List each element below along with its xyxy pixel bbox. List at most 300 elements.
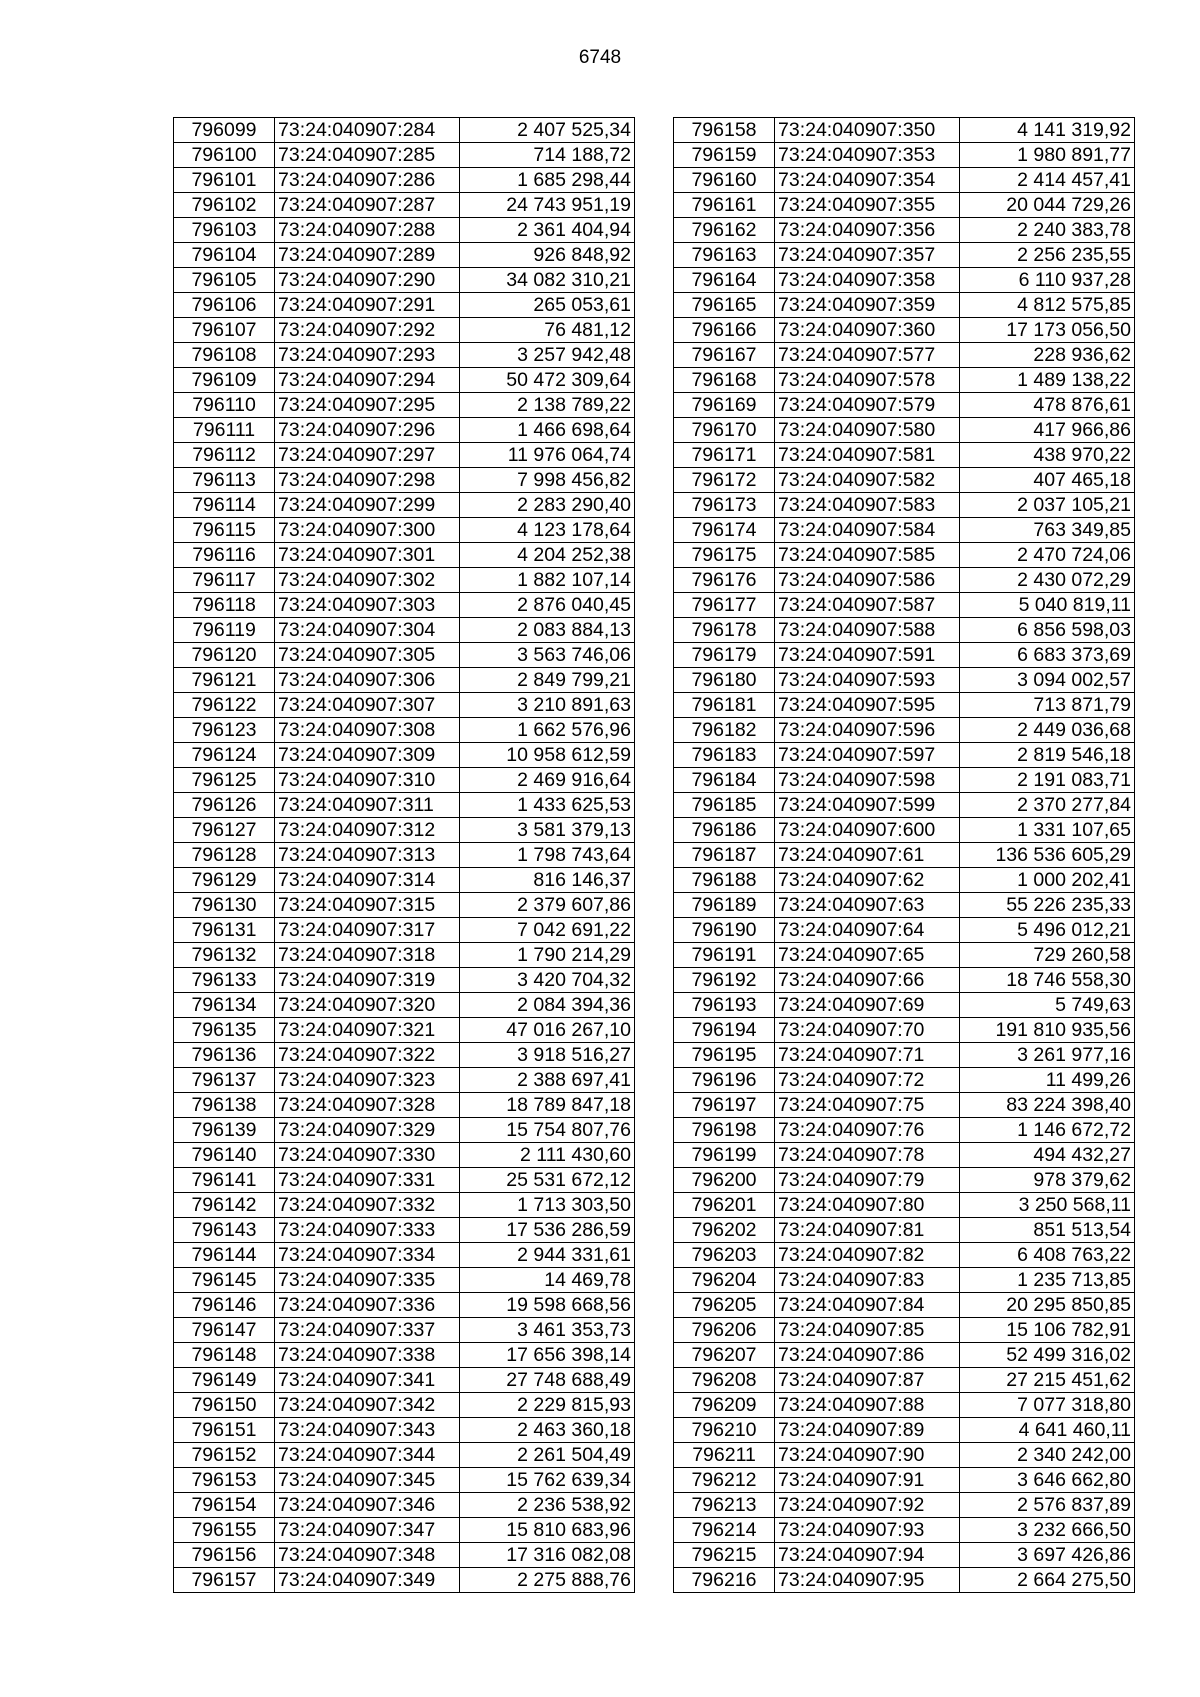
- table-row: [174, 593, 635, 618]
- value-cell: 2 138 789,22: [460, 393, 635, 418]
- table-row: [674, 643, 1135, 668]
- value-cell: 2 379 607,86: [460, 893, 635, 918]
- row-number-cell: 796179: [674, 643, 775, 668]
- cadastral-number-cell: 73:24:040907:82: [775, 1243, 960, 1268]
- cadastral-number-cell: 73:24:040907:355: [775, 193, 960, 218]
- row-number-cell: 796189: [674, 893, 775, 918]
- table-row: [674, 1193, 1135, 1218]
- row-number-cell: 796198: [674, 1118, 775, 1143]
- table-row: [174, 693, 635, 718]
- value-cell: 2 449 036,68: [960, 718, 1135, 743]
- value-cell: 10 958 612,59: [460, 743, 635, 768]
- row-number-cell: 796201: [674, 1193, 775, 1218]
- cadastral-number-cell: 73:24:040907:579: [775, 393, 960, 418]
- value-cell: 1 433 625,53: [460, 793, 635, 818]
- table-row: [674, 1543, 1135, 1568]
- row-number-cell: 796162: [674, 218, 775, 243]
- table-row: [674, 418, 1135, 443]
- row-number-cell: 796185: [674, 793, 775, 818]
- cadastral-number-cell: 73:24:040907:348: [275, 1543, 460, 1568]
- cadastral-number-cell: 73:24:040907:578: [775, 368, 960, 393]
- table-row: [174, 218, 635, 243]
- table-row: [674, 1168, 1135, 1193]
- row-number-cell: 796150: [174, 1393, 275, 1418]
- value-cell: 494 432,27: [960, 1143, 1135, 1168]
- row-number-cell: 796204: [674, 1268, 775, 1293]
- value-cell: 7 042 691,22: [460, 918, 635, 943]
- table-row: [174, 1093, 635, 1118]
- value-cell: 926 848,92: [460, 243, 635, 268]
- cadastral-number-cell: 73:24:040907:91: [775, 1468, 960, 1493]
- row-number-cell: 796105: [174, 268, 275, 293]
- table-row: [674, 968, 1135, 993]
- cadastral-number-cell: 73:24:040907:359: [775, 293, 960, 318]
- table-row: [174, 1443, 635, 1468]
- row-number-cell: 796176: [674, 568, 775, 593]
- table-row: [674, 143, 1135, 168]
- table-row: [174, 1468, 635, 1493]
- cadastral-number-cell: 73:24:040907:287: [275, 193, 460, 218]
- table-row: [174, 718, 635, 743]
- cadastral-number-cell: 73:24:040907:291: [275, 293, 460, 318]
- table-row: [174, 318, 635, 343]
- row-number-cell: 796160: [674, 168, 775, 193]
- table-row: [174, 118, 635, 143]
- row-number-cell: 796122: [174, 693, 275, 718]
- cadastral-number-cell: 73:24:040907:299: [275, 493, 460, 518]
- cadastral-number-cell: 73:24:040907:586: [775, 568, 960, 593]
- value-cell: 3 646 662,80: [960, 1468, 1135, 1493]
- cadastral-number-cell: 73:24:040907:285: [275, 143, 460, 168]
- row-number-cell: 796123: [174, 718, 275, 743]
- value-cell: 3 250 568,11: [960, 1193, 1135, 1218]
- table-row: [174, 1493, 635, 1518]
- row-number-cell: 796104: [174, 243, 275, 268]
- table-row: [674, 818, 1135, 843]
- value-cell: 2 037 105,21: [960, 493, 1135, 518]
- row-number-cell: 796128: [174, 843, 275, 868]
- row-number-cell: 796149: [174, 1368, 275, 1393]
- cadastral-number-cell: 73:24:040907:87: [775, 1368, 960, 1393]
- cadastral-number-cell: 73:24:040907:584: [775, 518, 960, 543]
- table-row: [674, 918, 1135, 943]
- table-row: [674, 1443, 1135, 1468]
- row-number-cell: 796168: [674, 368, 775, 393]
- table-row: [674, 1568, 1135, 1593]
- table-row: [674, 543, 1135, 568]
- row-number-cell: 796167: [674, 343, 775, 368]
- value-cell: 1 713 303,50: [460, 1193, 635, 1218]
- value-cell: 3 918 516,27: [460, 1043, 635, 1068]
- table-row: [174, 268, 635, 293]
- cadastral-number-cell: 73:24:040907:341: [275, 1368, 460, 1393]
- table-row: [674, 1218, 1135, 1243]
- value-cell: 27 215 451,62: [960, 1368, 1135, 1393]
- value-cell: 3 461 353,73: [460, 1318, 635, 1343]
- cadastral-number-cell: 73:24:040907:354: [775, 168, 960, 193]
- row-number-cell: 796125: [174, 768, 275, 793]
- value-cell: 7 998 456,82: [460, 468, 635, 493]
- value-cell: 11 976 064,74: [460, 443, 635, 468]
- row-number-cell: 796140: [174, 1143, 275, 1168]
- value-cell: 1 146 672,72: [960, 1118, 1135, 1143]
- value-cell: 3 257 942,48: [460, 343, 635, 368]
- value-cell: 4 812 575,85: [960, 293, 1135, 318]
- table-row: [674, 443, 1135, 468]
- row-number-cell: 796141: [174, 1168, 275, 1193]
- cadastral-number-cell: 73:24:040907:342: [275, 1393, 460, 1418]
- value-cell: 4 204 252,38: [460, 543, 635, 568]
- table-row: [674, 1143, 1135, 1168]
- value-cell: 417 966,86: [960, 418, 1135, 443]
- row-number-cell: 796101: [174, 168, 275, 193]
- value-cell: 2 388 697,41: [460, 1068, 635, 1093]
- row-number-cell: 796175: [674, 543, 775, 568]
- table-row: [174, 543, 635, 568]
- row-number-cell: 796212: [674, 1468, 775, 1493]
- value-cell: 3 094 002,57: [960, 668, 1135, 693]
- table-row: [174, 843, 635, 868]
- cadastral-number-cell: 73:24:040907:302: [275, 568, 460, 593]
- table-row: [674, 243, 1135, 268]
- value-cell: 1 662 576,96: [460, 718, 635, 743]
- value-cell: 3 232 666,50: [960, 1518, 1135, 1543]
- table-row: [674, 318, 1135, 343]
- table-row: [174, 1418, 635, 1443]
- table-row: [674, 593, 1135, 618]
- table-row: [174, 493, 635, 518]
- cadastral-number-cell: 73:24:040907:593: [775, 668, 960, 693]
- cadastral-number-cell: 73:24:040907:296: [275, 418, 460, 443]
- cadastral-number-cell: 73:24:040907:596: [775, 718, 960, 743]
- table-row: [174, 243, 635, 268]
- row-number-cell: 796143: [174, 1218, 275, 1243]
- row-number-cell: 796121: [174, 668, 275, 693]
- row-number-cell: 796120: [174, 643, 275, 668]
- table-row: [674, 1068, 1135, 1093]
- value-cell: 6 683 373,69: [960, 643, 1135, 668]
- row-number-cell: 796214: [674, 1518, 775, 1543]
- row-number-cell: 796190: [674, 918, 775, 943]
- value-cell: 136 536 605,29: [960, 843, 1135, 868]
- row-number-cell: 796130: [174, 893, 275, 918]
- cadastral-number-cell: 73:24:040907:318: [275, 943, 460, 968]
- value-cell: 15 754 807,76: [460, 1118, 635, 1143]
- cadastral-number-cell: 73:24:040907:347: [275, 1518, 460, 1543]
- row-number-cell: 796154: [174, 1493, 275, 1518]
- value-cell: 27 748 688,49: [460, 1368, 635, 1393]
- row-number-cell: 796119: [174, 618, 275, 643]
- value-cell: 2 256 235,55: [960, 243, 1135, 268]
- row-number-cell: 796166: [674, 318, 775, 343]
- value-cell: 83 224 398,40: [960, 1093, 1135, 1118]
- row-number-cell: 796186: [674, 818, 775, 843]
- row-number-cell: 796194: [674, 1018, 775, 1043]
- row-number-cell: 796148: [174, 1343, 275, 1368]
- cadastral-number-cell: 73:24:040907:75: [775, 1093, 960, 1118]
- table-row: [674, 518, 1135, 543]
- row-number-cell: 796216: [674, 1568, 775, 1593]
- table-row: [674, 1368, 1135, 1393]
- row-number-cell: 796109: [174, 368, 275, 393]
- value-cell: 763 349,85: [960, 518, 1135, 543]
- row-number-cell: 796180: [674, 668, 775, 693]
- value-cell: 2 430 072,29: [960, 568, 1135, 593]
- row-number-cell: 796177: [674, 593, 775, 618]
- row-number-cell: 796136: [174, 1043, 275, 1068]
- cadastral-number-cell: 73:24:040907:298: [275, 468, 460, 493]
- cadastral-number-cell: 73:24:040907:72: [775, 1068, 960, 1093]
- row-number-cell: 796103: [174, 218, 275, 243]
- cadastral-number-cell: 73:24:040907:357: [775, 243, 960, 268]
- cadastral-number-cell: 73:24:040907:598: [775, 768, 960, 793]
- row-number-cell: 796215: [674, 1543, 775, 1568]
- row-number-cell: 796187: [674, 843, 775, 868]
- row-number-cell: 796181: [674, 693, 775, 718]
- value-cell: 18 746 558,30: [960, 968, 1135, 993]
- cadastral-number-cell: 73:24:040907:333: [275, 1218, 460, 1243]
- table-row: [174, 1568, 635, 1593]
- table-row: [674, 1318, 1135, 1343]
- cadastral-number-cell: 73:24:040907:61: [775, 843, 960, 868]
- row-number-cell: 796126: [174, 793, 275, 818]
- table-row: [174, 1168, 635, 1193]
- row-number-cell: 796145: [174, 1268, 275, 1293]
- table-row: [674, 1343, 1135, 1368]
- value-cell: 2 370 277,84: [960, 793, 1135, 818]
- row-number-cell: 796159: [674, 143, 775, 168]
- value-cell: 2 469 916,64: [460, 768, 635, 793]
- row-number-cell: 796195: [674, 1043, 775, 1068]
- table-row: [174, 1518, 635, 1543]
- value-cell: 816 146,37: [460, 868, 635, 893]
- row-number-cell: 796183: [674, 743, 775, 768]
- cadastral-number-cell: 73:24:040907:583: [775, 493, 960, 518]
- value-cell: 2 340 242,00: [960, 1443, 1135, 1468]
- cadastral-number-cell: 73:24:040907:90: [775, 1443, 960, 1468]
- row-number-cell: 796147: [174, 1318, 275, 1343]
- value-cell: 17 656 398,14: [460, 1343, 635, 1368]
- value-cell: 2 084 394,36: [460, 993, 635, 1018]
- cadastral-number-cell: 73:24:040907:330: [275, 1143, 460, 1168]
- value-cell: 2 229 815,93: [460, 1393, 635, 1418]
- table-row: [174, 1068, 635, 1093]
- table-row: [174, 393, 635, 418]
- cadastral-number-cell: 73:24:040907:317: [275, 918, 460, 943]
- cadastral-number-cell: 73:24:040907:600: [775, 818, 960, 843]
- table-row: [174, 143, 635, 168]
- cadastral-number-cell: 73:24:040907:71: [775, 1043, 960, 1068]
- row-number-cell: 796192: [674, 968, 775, 993]
- cadastral-number-cell: 73:24:040907:314: [275, 868, 460, 893]
- table-row: [674, 868, 1135, 893]
- table-row: [174, 993, 635, 1018]
- cadastral-number-cell: 73:24:040907:313: [275, 843, 460, 868]
- row-number-cell: 796169: [674, 393, 775, 418]
- value-cell: 20 044 729,26: [960, 193, 1135, 218]
- value-cell: 3 261 977,16: [960, 1043, 1135, 1068]
- cadastral-number-cell: 73:24:040907:350: [775, 118, 960, 143]
- row-number-cell: 796174: [674, 518, 775, 543]
- table-row: [674, 1468, 1135, 1493]
- row-number-cell: 796200: [674, 1168, 775, 1193]
- table-row: [674, 368, 1135, 393]
- cadastral-number-cell: 73:24:040907:62: [775, 868, 960, 893]
- row-number-cell: 796107: [174, 318, 275, 343]
- cadastral-number-cell: 73:24:040907:297: [275, 443, 460, 468]
- table-row: [174, 868, 635, 893]
- table-row: [174, 1393, 635, 1418]
- row-number-cell: 796155: [174, 1518, 275, 1543]
- value-cell: 407 465,18: [960, 468, 1135, 493]
- row-number-cell: 796208: [674, 1368, 775, 1393]
- cadastral-number-cell: 73:24:040907:294: [275, 368, 460, 393]
- cadastral-number-cell: 73:24:040907:577: [775, 343, 960, 368]
- table-row: [674, 493, 1135, 518]
- value-cell: 438 970,22: [960, 443, 1135, 468]
- value-cell: 478 876,61: [960, 393, 1135, 418]
- row-number-cell: 796144: [174, 1243, 275, 1268]
- row-number-cell: 796165: [674, 293, 775, 318]
- table-row: [174, 568, 635, 593]
- table-row: [174, 1143, 635, 1168]
- cadastral-number-cell: 73:24:040907:319: [275, 968, 460, 993]
- value-cell: 2 944 331,61: [460, 1243, 635, 1268]
- cadastral-number-cell: 73:24:040907:338: [275, 1343, 460, 1368]
- table-row: [174, 1243, 635, 1268]
- value-cell: 6 408 763,22: [960, 1243, 1135, 1268]
- table-row: [674, 1293, 1135, 1318]
- table-row: [674, 793, 1135, 818]
- value-cell: 2 240 383,78: [960, 218, 1135, 243]
- cadastral-number-cell: 73:24:040907:337: [275, 1318, 460, 1343]
- row-number-cell: 796153: [174, 1468, 275, 1493]
- table-row: [674, 693, 1135, 718]
- row-number-cell: 796111: [174, 418, 275, 443]
- cadastral-number-cell: 73:24:040907:288: [275, 218, 460, 243]
- cadastral-number-cell: 73:24:040907:65: [775, 943, 960, 968]
- row-number-cell: 796108: [174, 343, 275, 368]
- table-row: [674, 193, 1135, 218]
- table-row: [174, 1268, 635, 1293]
- value-cell: 19 598 668,56: [460, 1293, 635, 1318]
- cadastral-number-cell: 73:24:040907:286: [275, 168, 460, 193]
- value-cell: 191 810 935,56: [960, 1018, 1135, 1043]
- table-row: [674, 1243, 1135, 1268]
- cadastral-number-cell: 73:24:040907:70: [775, 1018, 960, 1043]
- value-cell: 2 664 275,50: [960, 1568, 1135, 1593]
- cadastral-number-cell: 73:24:040907:66: [775, 968, 960, 993]
- cadastral-number-cell: 73:24:040907:580: [775, 418, 960, 443]
- cadastral-number-cell: 73:24:040907:84: [775, 1293, 960, 1318]
- value-cell: 1 466 698,64: [460, 418, 635, 443]
- value-cell: 2 407 525,34: [460, 118, 635, 143]
- cadastral-number-cell: 73:24:040907:329: [275, 1118, 460, 1143]
- cadastral-number-cell: 73:24:040907:83: [775, 1268, 960, 1293]
- value-cell: 2 414 457,41: [960, 168, 1135, 193]
- value-cell: 17 173 056,50: [960, 318, 1135, 343]
- value-cell: 2 463 360,18: [460, 1418, 635, 1443]
- row-number-cell: 796178: [674, 618, 775, 643]
- cadastral-number-cell: 73:24:040907:305: [275, 643, 460, 668]
- cadastral-number-cell: 73:24:040907:321: [275, 1018, 460, 1043]
- cadastral-number-cell: 73:24:040907:582: [775, 468, 960, 493]
- row-number-cell: 796158: [674, 118, 775, 143]
- row-number-cell: 796211: [674, 1443, 775, 1468]
- cadastral-number-cell: 73:24:040907:360: [775, 318, 960, 343]
- value-cell: 714 188,72: [460, 143, 635, 168]
- row-number-cell: 796100: [174, 143, 275, 168]
- table-row: [174, 1543, 635, 1568]
- cadastral-number-cell: 73:24:040907:76: [775, 1118, 960, 1143]
- row-number-cell: 796156: [174, 1543, 275, 1568]
- table-row: [174, 1218, 635, 1243]
- cadastral-number-cell: 73:24:040907:290: [275, 268, 460, 293]
- table-row: [174, 968, 635, 993]
- table-row: [174, 918, 635, 943]
- value-cell: 17 536 286,59: [460, 1218, 635, 1243]
- registry-table-right-body: [674, 118, 1135, 1593]
- value-cell: 18 789 847,18: [460, 1093, 635, 1118]
- cadastral-number-cell: 73:24:040907:309: [275, 743, 460, 768]
- table-row: [674, 268, 1135, 293]
- registry-table-left: [173, 117, 635, 1593]
- cadastral-number-cell: 73:24:040907:581: [775, 443, 960, 468]
- value-cell: 5 749,63: [960, 993, 1135, 1018]
- value-cell: 15 762 639,34: [460, 1468, 635, 1493]
- cadastral-number-cell: 73:24:040907:93: [775, 1518, 960, 1543]
- value-cell: 713 871,79: [960, 693, 1135, 718]
- cadastral-number-cell: 73:24:040907:284: [275, 118, 460, 143]
- cadastral-number-cell: 73:24:040907:588: [775, 618, 960, 643]
- cadastral-number-cell: 73:24:040907:597: [775, 743, 960, 768]
- cadastral-number-cell: 73:24:040907:599: [775, 793, 960, 818]
- table-row: [674, 618, 1135, 643]
- table-row: [174, 1118, 635, 1143]
- cadastral-number-cell: 73:24:040907:585: [775, 543, 960, 568]
- value-cell: 1 790 214,29: [460, 943, 635, 968]
- cadastral-number-cell: 73:24:040907:69: [775, 993, 960, 1018]
- row-number-cell: 796173: [674, 493, 775, 518]
- table-row: [174, 193, 635, 218]
- table-row: [174, 793, 635, 818]
- value-cell: 4 141 319,92: [960, 118, 1135, 143]
- table-row: [174, 1018, 635, 1043]
- cadastral-number-cell: 73:24:040907:92: [775, 1493, 960, 1518]
- row-number-cell: 796133: [174, 968, 275, 993]
- value-cell: 3 581 379,13: [460, 818, 635, 843]
- row-number-cell: 796139: [174, 1118, 275, 1143]
- value-cell: 76 481,12: [460, 318, 635, 343]
- cadastral-number-cell: 73:24:040907:88: [775, 1393, 960, 1418]
- table-row: [174, 818, 635, 843]
- value-cell: 1 331 107,65: [960, 818, 1135, 843]
- table-row: [674, 293, 1135, 318]
- value-cell: 11 499,26: [960, 1068, 1135, 1093]
- page-number: 6748: [578, 47, 622, 68]
- row-number-cell: 796114: [174, 493, 275, 518]
- cadastral-number-cell: 73:24:040907:289: [275, 243, 460, 268]
- cadastral-number-cell: 73:24:040907:334: [275, 1243, 460, 1268]
- table-row: [174, 668, 635, 693]
- row-number-cell: 796206: [674, 1318, 775, 1343]
- value-cell: 1 980 891,77: [960, 143, 1135, 168]
- cadastral-number-cell: 73:24:040907:81: [775, 1218, 960, 1243]
- value-cell: 7 077 318,80: [960, 1393, 1135, 1418]
- value-cell: 4 641 460,11: [960, 1418, 1135, 1443]
- row-number-cell: 796210: [674, 1418, 775, 1443]
- table-row: [674, 768, 1135, 793]
